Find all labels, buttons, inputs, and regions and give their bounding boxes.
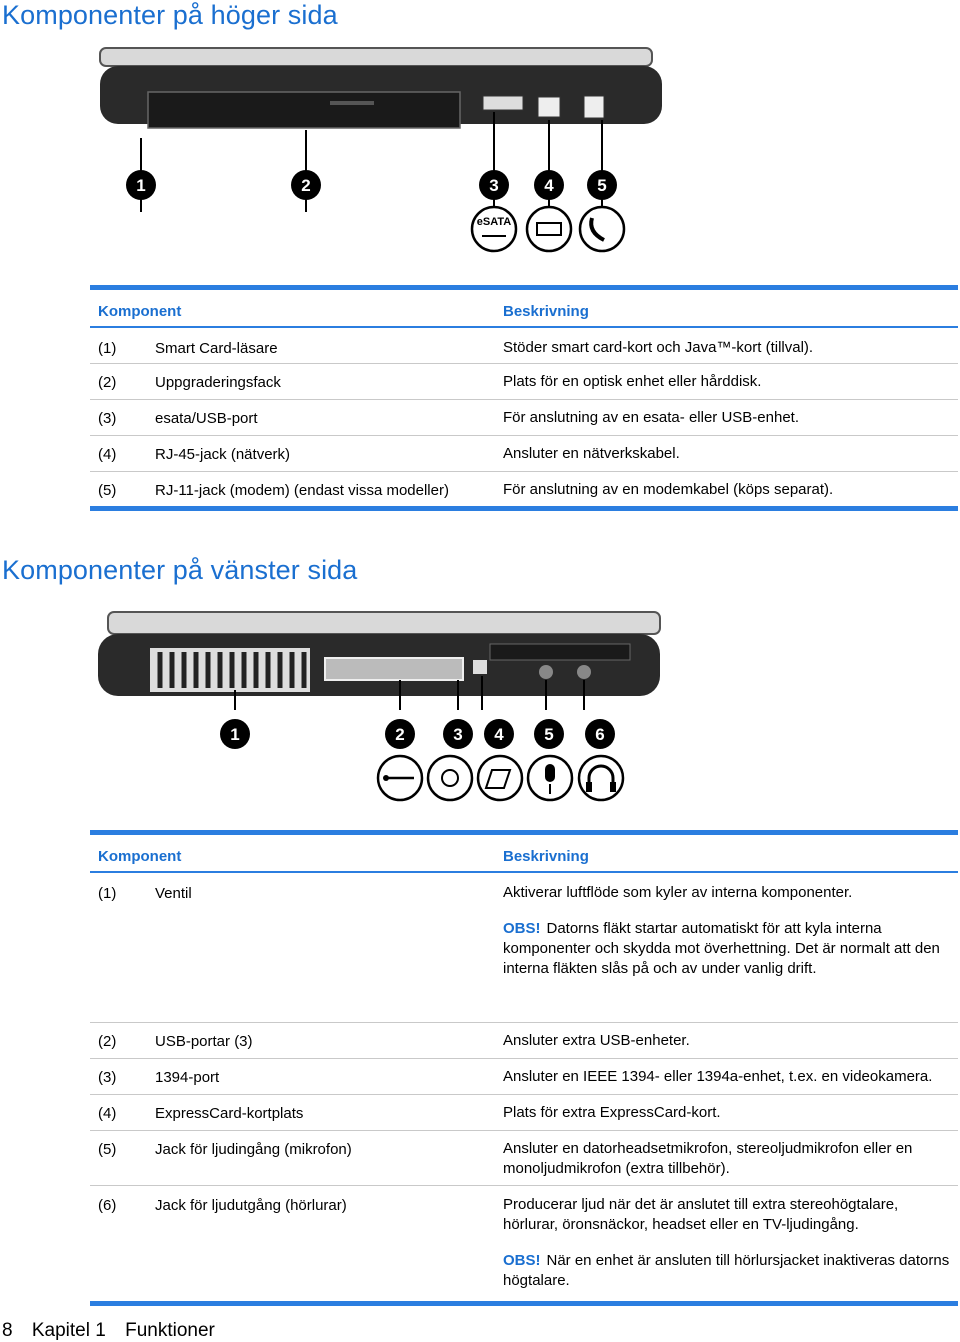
right-side-components-table bbox=[90, 285, 958, 511]
svg-text:4: 4 bbox=[544, 176, 554, 195]
table-row: (2) USB-portar (3) Ansluter extra USB-enheter. bbox=[90, 1023, 958, 1059]
svg-text:2: 2 bbox=[395, 725, 405, 744]
left-side-illustration bbox=[0, 600, 960, 810]
svg-text:1: 1 bbox=[136, 176, 146, 195]
page-footer bbox=[2, 1320, 229, 1342]
table-row: (4) RJ-45-jack (nätverk) Ansluter en nätverkskabel. bbox=[90, 436, 958, 472]
firewire-1394-icon bbox=[428, 756, 472, 800]
svg-text:4: 4 bbox=[494, 725, 504, 744]
chapter-title: Funktioner bbox=[125, 1320, 215, 1341]
table-row: (1) Smart Card-läsare Stöder smart card-kort och Java™-kort (tillval). bbox=[90, 328, 958, 364]
esata-usb-icon bbox=[472, 207, 516, 251]
modem-phone-icon bbox=[580, 207, 624, 251]
usb-icon bbox=[378, 756, 422, 800]
callout-2 bbox=[291, 170, 321, 200]
table-row: (5) RJ-11-jack (modem) (endast vissa modeller) För anslutning av en modemkabel (köps separat). bbox=[98, 481, 834, 499]
network-icon bbox=[527, 207, 571, 251]
left-side-components-table bbox=[90, 830, 958, 1306]
note: OBS! När en enhet är ansluten till hörlursjacket inaktiveras datorns högtalare. bbox=[503, 1252, 950, 1289]
section-title-left-side: Komponenter på vänster sida bbox=[2, 555, 358, 585]
callout-2 bbox=[385, 719, 415, 749]
table-row: (2) Uppgraderingsfack Plats för en optisk enhet eller hårddisk. bbox=[90, 364, 958, 400]
table-row: (4) ExpressCard-kortplats Plats för extra ExpressCard-kort. bbox=[90, 1095, 958, 1131]
svg-text:3: 3 bbox=[453, 725, 463, 744]
section-title-right-side: Komponenter på höger sida bbox=[2, 0, 338, 30]
callout-3 bbox=[479, 170, 509, 200]
right-side-illustration bbox=[0, 40, 960, 260]
table-row: (1) Ventil Aktiverar luftflöde som kyler av interna komponenter. OBS! Datorns fläkt startar automatiskt för att kyla interna komponenter och skydda mot överhettning. Det är normalt att den interna fläkten slås på och av under vanlig drift. bbox=[90, 873, 958, 1023]
svg-text:1: 1 bbox=[230, 725, 240, 744]
svg-text:3: 3 bbox=[489, 176, 499, 195]
callout-4 bbox=[484, 719, 514, 749]
callout-1 bbox=[220, 719, 250, 749]
microphone-icon bbox=[528, 756, 572, 800]
note: OBS! Datorns fläkt startar automatiskt för att kyla interna komponenter och skydda mot överhettning. Det är normalt att den interna fläkten slås på och av under vanlig drift. bbox=[503, 920, 940, 977]
table-row: (3) 1394-port Ansluter en IEEE 1394- eller 1394a-enhet, t.ex. en videokamera. bbox=[90, 1059, 958, 1095]
page-number: 8 bbox=[2, 1320, 13, 1341]
table-row: (5) Jack för ljudingång (mikrofon) Ansluter en datorheadsetmikrofon, stereoljudmikrofon eller en monoljudmikrofon (extra tillbehör). bbox=[90, 1131, 958, 1186]
svg-text:6: 6 bbox=[595, 725, 605, 744]
table-header: Komponent Beskrivning bbox=[90, 835, 958, 873]
callout-5 bbox=[534, 719, 564, 749]
callout-4 bbox=[534, 170, 564, 200]
callout-6 bbox=[585, 719, 615, 749]
svg-text:5: 5 bbox=[597, 176, 607, 195]
svg-text:2: 2 bbox=[301, 176, 311, 195]
svg-text:5: 5 bbox=[544, 725, 554, 744]
chapter-label: Kapitel 1 bbox=[31, 1320, 106, 1341]
table-row: (3) esata/USB-port För anslutning av en esata- eller USB-enhet. bbox=[90, 400, 958, 436]
callout-3 bbox=[443, 719, 473, 749]
table-row: (6) Jack för ljudutgång (hörlurar) Producerar ljud när det är anslutet till extra stereohögtalare, hörlurar, öronsnäckor, headset eller en TV-ljudingång. OBS! När en enhet är ansluten till hörlursjacket inaktiveras datorns högtalare. bbox=[90, 1186, 958, 1301]
svg-text:eSATA: eSATA bbox=[476, 216, 512, 228]
headphones-icon bbox=[579, 756, 623, 800]
expresscard-icon bbox=[478, 756, 522, 800]
callout-5 bbox=[587, 170, 617, 200]
table-header: Komponent Beskrivning bbox=[90, 290, 958, 328]
callout-1 bbox=[126, 170, 156, 200]
